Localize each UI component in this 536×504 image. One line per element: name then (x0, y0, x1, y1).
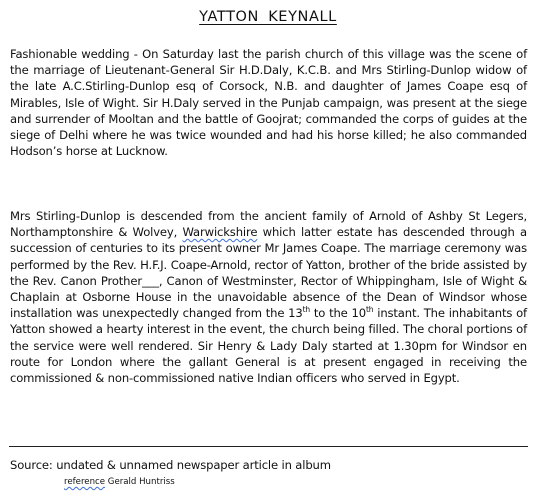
paragraph-ancestry-part-b: which latter estate has descended through a succession of centuries to its present owner Mr James Coape. The marriage ceremony was performed by the Rev. H.F.J. Coape-Arnold, rector of Yatton, brother of the bride assisted by the Rev. Canon Prother___, Canon of Westminster, Rector of Whippingham, Isle of Wight & Chaplain at Osborne House in the unavoidable absence of the Dean of Windsor whose installation was unexpectedly changed from the 13 (10, 225, 527, 321)
paragraph-ancestry-part-c: to the 10 (310, 306, 366, 321)
paragraph-wedding: Fashionable wedding - On Saturday last the parish church of this village was the scene of the marriage of Lieutenant-General Sir H.D.Daly, K.C.B. and Mrs Stirling-Dunlop widow of the late A.C.Stirling-Dunlop esq of Corsock, N.B. and daughter of James Coape esq of Mirables, Isle of Wight. Sir H.Daly served in the Punjab campaign, was present at the siege and surrender of Mooltan and the battle of Goojrat; commanded the corps of guides at the siege of Delhi where he was twice wounded and had his horse killed; he also commanded Hodson’s horse at Lucknow. (10, 47, 527, 159)
paragraph-ancestry-part-a: Mrs Stirling-Dunlop is descended from the ancient family of Arnold of Ashby St Legers, Northamptonshire & Wolvey, (10, 209, 527, 240)
reference-note (64, 477, 175, 487)
title-text: YATTON KEYNALL (199, 9, 337, 25)
spellcheck-word-warwickshire: Warwickshire (182, 225, 258, 240)
superscript-th-2: th (365, 305, 374, 315)
superscript-th-1: th (302, 305, 311, 315)
reference-name: Gerald Huntriss (105, 477, 175, 487)
paragraph-ancestry (10, 208, 527, 386)
spellcheck-word-reference: reference (64, 477, 106, 487)
horizontal-divider (9, 446, 528, 447)
source-note: Source: undated & unnamed newspaper article in album (10, 458, 331, 472)
article-title (0, 9, 536, 25)
paragraph-ancestry-part-d: instant. The inhabitants of Yatton showed a hearty interest in the event, the church being filled. The choral portions of the service were well rendered. Sir Henry & Lady Daly started at 1.30pm for Windsor en route for London where the gallant General is at present engaged in receiving the commissioned & non-commissioned native Indian officers who served in Egypt. (10, 306, 527, 386)
